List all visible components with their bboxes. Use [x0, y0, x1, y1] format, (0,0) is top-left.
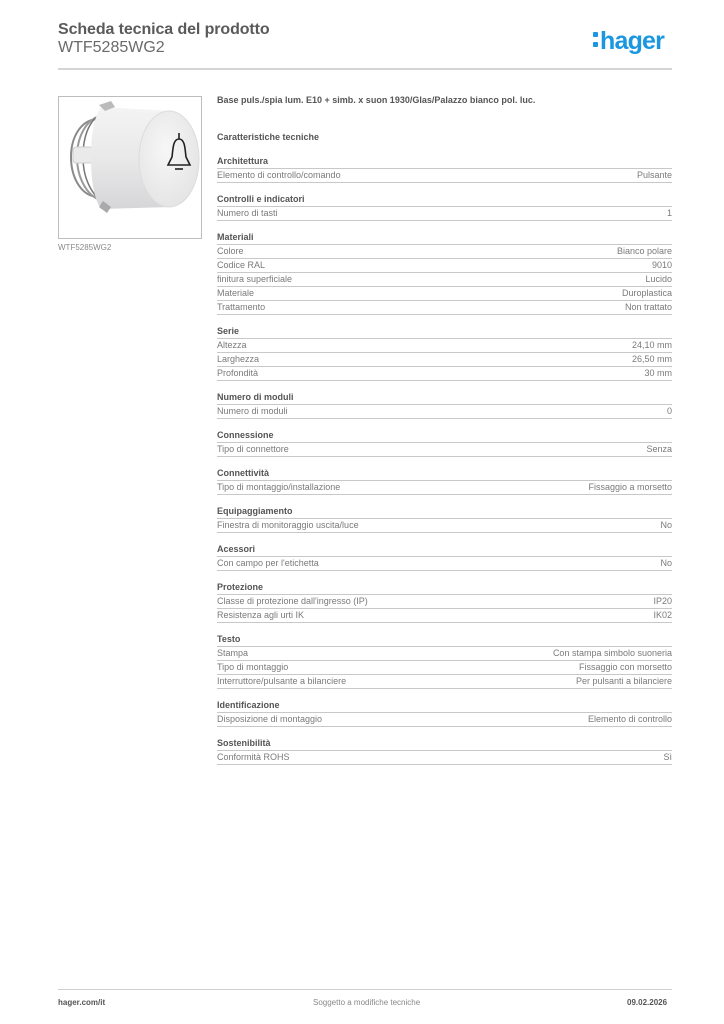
- header-divider: [58, 68, 672, 70]
- footer-date: 09.02.2026: [627, 998, 668, 1007]
- spec-label: Tipo di montaggio/installazione: [217, 482, 341, 492]
- specs-content: [217, 94, 672, 776]
- spec-label: Tipo di montaggio: [217, 662, 289, 672]
- spec-value: 9010: [651, 260, 672, 270]
- spec-group-title: Architettura: [217, 156, 672, 169]
- spec-value: Pulsante: [636, 170, 672, 180]
- spec-group-title: Testo: [217, 634, 672, 647]
- spec-row: [217, 647, 672, 661]
- spec-value: No: [660, 558, 672, 568]
- spec-row: [217, 519, 672, 533]
- spec-row: [217, 245, 672, 259]
- spec-group: [217, 232, 672, 315]
- spec-group: [217, 738, 672, 765]
- spec-group-title: Connessione: [217, 430, 672, 443]
- spec-row: [217, 367, 672, 381]
- spec-value: Sì: [663, 752, 672, 762]
- spec-group: [217, 468, 672, 495]
- spec-label: Trattamento: [217, 302, 266, 312]
- spec-group-title: Protezione: [217, 582, 672, 595]
- spec-value: Elemento di controllo: [587, 714, 672, 724]
- spec-group: [217, 634, 672, 689]
- spec-group: [217, 582, 672, 623]
- spec-label: Elemento di controllo/comando: [217, 170, 341, 180]
- product-description: Base puls./spia lum. E10 + simb. x suon 1930/Glas/Palazzo bianco pol. luc.: [217, 95, 536, 105]
- spec-row: [217, 287, 672, 301]
- spec-label: Materiale: [217, 288, 255, 298]
- hager-logo: [593, 27, 664, 55]
- spec-value: Con stampa simbolo suoneria: [552, 648, 672, 658]
- spec-group: [217, 700, 672, 727]
- spec-value: Senza: [646, 444, 672, 454]
- spec-group-title: Numero di moduli: [217, 392, 672, 405]
- spec-row: [217, 751, 672, 765]
- spec-value: 0: [666, 406, 672, 416]
- spec-label: Numero di tasti: [217, 208, 278, 218]
- spec-row: [217, 339, 672, 353]
- product-image: [58, 96, 202, 239]
- spec-value: IP20: [653, 596, 672, 606]
- section-title: Caratteristiche tecniche: [217, 132, 320, 142]
- spec-group-title: Serie: [217, 326, 672, 339]
- spec-label: Colore: [217, 246, 244, 256]
- spec-group: [217, 194, 672, 221]
- spec-group: [217, 544, 672, 571]
- spec-label: Conformità ROHS: [217, 752, 290, 762]
- spec-label: Tipo di connettore: [217, 444, 289, 454]
- spec-value: 24,10 mm: [631, 340, 672, 350]
- spec-value: Lucido: [645, 274, 672, 284]
- spec-label: Profondità: [217, 368, 259, 378]
- spec-group-title: Materiali: [217, 232, 672, 245]
- spec-groups: [217, 156, 672, 765]
- spec-row: [217, 595, 672, 609]
- image-caption: WTF5285WG2: [58, 243, 112, 252]
- spec-value: Duroplastica: [621, 288, 672, 298]
- spec-label: Interruttore/pulsante a bilanciere: [217, 676, 347, 686]
- spec-label: finitura superficiale: [217, 274, 293, 284]
- spec-label: Altezza: [217, 340, 247, 350]
- spec-group: [217, 326, 672, 381]
- spec-value: 1: [666, 208, 672, 218]
- spec-value: 26,50 mm: [631, 354, 672, 364]
- page-title: Scheda tecnica del prodotto: [58, 21, 270, 38]
- spec-row: [217, 609, 672, 623]
- spec-label: Disposizione di montaggio: [217, 714, 323, 724]
- footer-website-link[interactable]: hager.com/it: [58, 998, 106, 1007]
- spec-value: IK02: [653, 610, 672, 620]
- product-code: WTF5285WG2: [58, 39, 165, 56]
- spec-label: Resistenza agli urti IK: [217, 610, 305, 620]
- spec-row: [217, 207, 672, 221]
- spec-row: [217, 443, 672, 457]
- spec-group-title: Controlli e indicatori: [217, 194, 672, 207]
- spec-label: Stampa: [217, 648, 249, 658]
- spec-label: Numero di moduli: [217, 406, 288, 416]
- spec-value: 30 mm: [644, 368, 672, 378]
- spec-row: [217, 353, 672, 367]
- spec-value: No: [660, 520, 672, 530]
- spec-row: [217, 259, 672, 273]
- spec-row: [217, 405, 672, 419]
- spec-label: Classe di protezione dall'ingresso (IP): [217, 596, 368, 606]
- spec-label: Codice RAL: [217, 260, 266, 270]
- footer-divider: [58, 989, 672, 990]
- spec-label: Con campo per l'etichetta: [217, 558, 319, 568]
- spec-row: [217, 481, 672, 495]
- spec-group-title: Sostenibilità: [217, 738, 672, 751]
- spec-label: Finestra di monitoraggio uscita/luce: [217, 520, 359, 530]
- spec-row: [217, 661, 672, 675]
- spec-value: Non trattato: [624, 302, 672, 312]
- spec-row: [217, 713, 672, 727]
- spec-row: [217, 169, 672, 183]
- spec-value: Fissaggio a morsetto: [588, 482, 672, 492]
- product-photo-icon: [59, 97, 201, 238]
- spec-row: [217, 557, 672, 571]
- spec-group: [217, 430, 672, 457]
- spec-row: [217, 273, 672, 287]
- spec-value: Bianco polare: [616, 246, 672, 256]
- footer-note: Soggetto a modifiche tecniche: [313, 998, 421, 1007]
- spec-label: Larghezza: [217, 354, 260, 364]
- logo-text: hager: [600, 27, 665, 55]
- spec-group: [217, 392, 672, 419]
- spec-row: [217, 301, 672, 315]
- spec-value: Fissaggio con morsetto: [578, 662, 672, 672]
- spec-group-title: Identificazione: [217, 700, 672, 713]
- spec-value: Per pulsanti a bilanciere: [575, 676, 672, 686]
- spec-group: [217, 506, 672, 533]
- spec-group-title: Acessori: [217, 544, 672, 557]
- spec-group: [217, 156, 672, 183]
- spec-group-title: Connettività: [217, 468, 672, 481]
- spec-row: [217, 675, 672, 689]
- spec-group-title: Equipaggiamento: [217, 506, 672, 519]
